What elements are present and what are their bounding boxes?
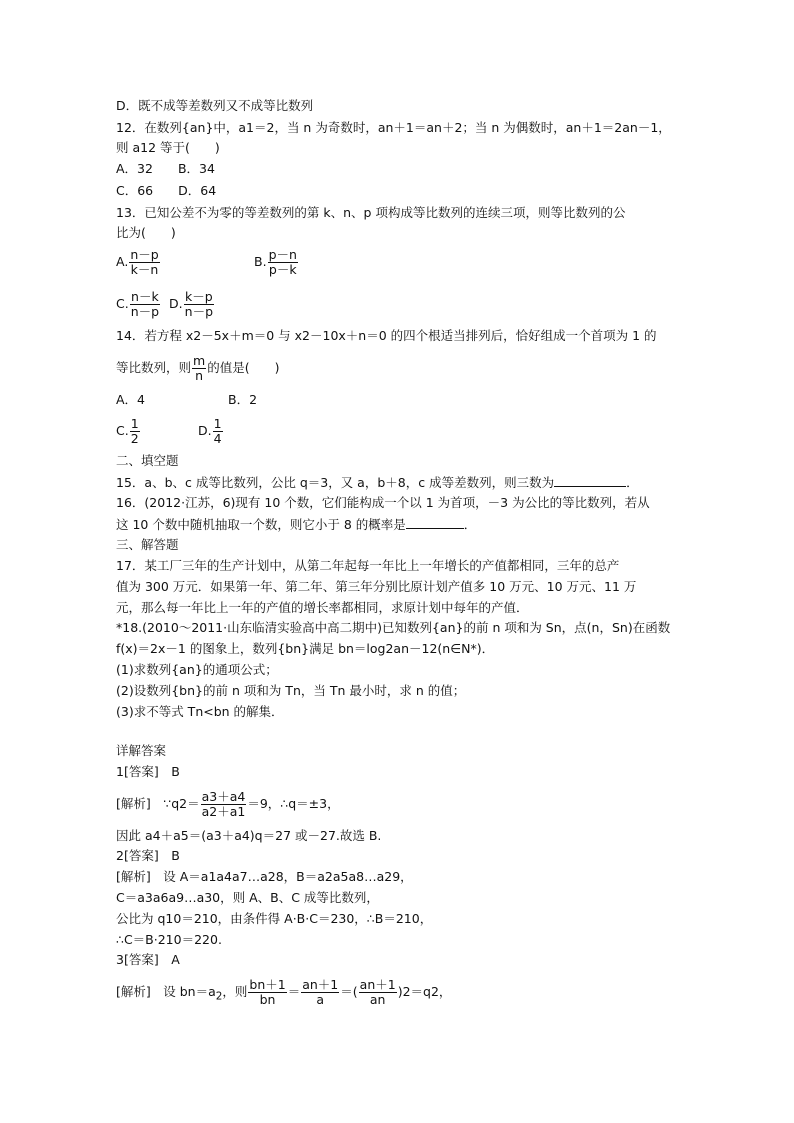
analysis-mid: ，则: [222, 984, 248, 999]
answer-blank: [406, 516, 464, 529]
analysis-pre: [解析] 设 bn＝a: [116, 984, 216, 999]
subscript: 2: [215, 990, 223, 1003]
fraction: [129, 248, 159, 277]
q11-option-d: D．既不成等差数列又不成等比数列: [116, 98, 314, 113]
fraction-denominator: p－k: [268, 262, 297, 277]
answer2-line4: ∴C＝B·210＝220.: [116, 932, 222, 947]
option-label: D.: [198, 423, 212, 438]
fraction: [213, 417, 223, 446]
fraction: [359, 978, 397, 1007]
q14-option-d: [198, 417, 224, 446]
fraction: [192, 354, 206, 383]
fraction: [201, 790, 247, 819]
fraction-denominator: 4: [213, 431, 222, 446]
fraction-numerator: n－p: [130, 247, 159, 262]
q17-line3: 元，那么每一年比上一年的产值的增长率都相同，求原计划中每年的产值．: [116, 600, 529, 615]
fraction: [184, 290, 214, 319]
fraction-numerator: bn＋1: [249, 977, 286, 992]
fraction: [248, 978, 286, 1007]
answer3-analysis: [116, 978, 451, 1007]
q16-stem: 这 10 个数中随机抽取一个数，则它小于 8 的概率是: [116, 517, 406, 532]
fraction-numerator: n－k: [131, 289, 159, 304]
q17-line1: 17．某工厂三年的生产计划中，从第二年起每一年比上一年增长的产值都相同，三年的总产: [116, 558, 620, 573]
answer2-line2: C＝a3a6a9…a30，则 A、B、C 成等比数列，: [116, 890, 379, 905]
fraction-denominator: k－n: [130, 262, 159, 277]
q13-stem-line1: 13．已知公差不为零的等差数列的第 k、n、p 项构成等比数列的连续三项，则等比数列的公: [116, 205, 626, 220]
fraction-numerator: p－n: [268, 247, 297, 262]
fraction: [268, 248, 298, 277]
option-label: C.: [116, 423, 129, 438]
q14-stem-line2: [116, 354, 279, 383]
fraction-denominator: an: [369, 992, 386, 1007]
fraction-numerator: m: [193, 353, 206, 368]
q13-stem-line2: 比为( ): [116, 225, 176, 240]
analysis-pre: [解析] ∵q2＝: [116, 796, 200, 811]
option-label: C.: [116, 296, 129, 311]
q12-options-ab: A．32 B．34: [116, 161, 215, 176]
q13-option-b: [254, 248, 299, 277]
option-label: B.: [254, 254, 267, 269]
q12-stem-line1: 12．在数列{an}中，a1＝2，当 n 为奇数时，an＋1＝an＋2；当 n 为偶数时，an＋1＝2an－1，: [116, 120, 671, 135]
q14-stem-post: 的值是( ): [207, 360, 280, 375]
q17-line2: 值为 300 万元．如果第一年、第二年、第三年分别比原计划产值多 10 万元、10 万元、11 万: [116, 579, 637, 594]
equals-paren: ＝(: [340, 984, 358, 999]
q15-end: ．: [626, 475, 639, 490]
q18-line2: f(x)＝2x－1 的图象上，数列{bn}满足 bn＝log2an－12(n∈N*)．: [116, 641, 495, 656]
option-label: D.: [169, 296, 183, 311]
analysis-post: ＝9，∴q＝±3，: [247, 796, 340, 811]
fraction-numerator: an＋1: [302, 977, 339, 992]
fraction-denominator: bn: [259, 992, 276, 1007]
q15-stem: 15．a、b、c 成等比数列，公比 q＝3，又 a，b＋8，c 成等差数列，则三数为: [116, 475, 555, 490]
fraction-denominator: 2: [130, 431, 139, 446]
fraction-numerator: 1: [213, 416, 222, 431]
q15-text: [116, 474, 639, 491]
q16-line1: 16．(2012·江苏，6)现有 10 个数，它们能构成一个以 1 为首项，－3 为公比的等比数列，若从: [116, 495, 650, 510]
q14-option-c: [116, 417, 141, 446]
q18-part2: (2)设数列{bn}的前 n 项和为 Tn，当 Tn 最小时，求 n 的值；: [116, 683, 466, 698]
q13-option-c: [116, 290, 215, 319]
section-fill-in-heading: 二、填空题: [116, 453, 179, 468]
q14-stem-pre: 等比数列，则: [116, 360, 192, 375]
q14-option-b: B．2: [228, 392, 258, 407]
answer2-head: 2[答案] B: [116, 848, 180, 863]
fraction-denominator: a2＋a1: [201, 804, 246, 819]
answer2-line1: [解析] 设 A＝a1a4a7…a28，B＝a2a5a8…a29，: [116, 869, 413, 884]
answer1-analysis: [116, 790, 340, 819]
fraction-denominator: n－p: [184, 304, 214, 319]
analysis-post: )2＝q2，: [397, 984, 452, 999]
equals: ＝: [287, 984, 301, 999]
q18-part1: (1)求数列{an}的通项公式；: [116, 662, 278, 677]
answers-title: 详解答案: [116, 743, 167, 758]
q16-end: ．: [463, 517, 477, 532]
q12-options-cd: C．66 D．64: [116, 183, 217, 198]
fraction: [130, 290, 160, 319]
fraction-denominator: n: [195, 368, 204, 383]
fraction-numerator: 1: [130, 416, 139, 431]
answer2-line3: 公比为 q10＝210，由条件得 A·B·C＝230，∴B＝210，: [116, 911, 433, 926]
q16-line2: [116, 516, 476, 533]
answer-blank: [554, 474, 626, 487]
q18-line1: *18.(2010～2011·山东临清实验高中高二期中)已知数列{an}的前 n 项和为 Sn，点(n，Sn)在函数: [116, 620, 671, 635]
answer1-line2: 因此 a4＋a5＝(a3＋a4)q＝27 或－27.故选 B.: [116, 828, 382, 843]
fraction-denominator: a: [316, 992, 325, 1007]
q14-option-a: A．4: [116, 392, 146, 407]
fraction-denominator: n－p: [130, 304, 160, 319]
answer1-head: 1[答案] B: [116, 764, 180, 779]
fraction-numerator: an＋1: [359, 977, 396, 992]
fraction-numerator: k－p: [184, 289, 213, 304]
section-solution-heading: 三、解答题: [116, 537, 179, 552]
fraction: [301, 978, 339, 1007]
q12-stem-line2: 则 a12 等于( ): [116, 140, 220, 155]
q18-part3: (3)求不等式 Tn<bn 的解集．: [116, 704, 284, 719]
q13-option-a: [116, 248, 161, 277]
q14-stem-line1: 14．若方程 x2－5x＋m＝0 与 x2－10x＋n＝0 的四个根适当排列后，恰好组成一个首项为 1 的: [116, 328, 657, 343]
fraction-numerator: a3＋a4: [201, 789, 246, 804]
fraction: [130, 417, 140, 446]
option-label: A.: [116, 254, 129, 269]
answer3-head: 3[答案] A: [116, 952, 180, 967]
